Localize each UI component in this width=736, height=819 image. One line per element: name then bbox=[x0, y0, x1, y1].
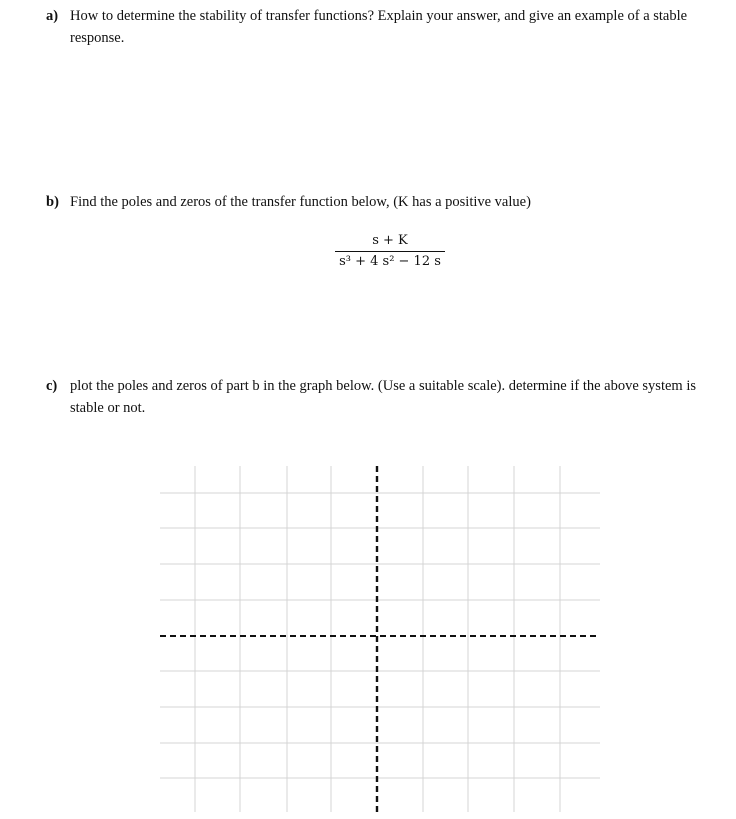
question-c-label: c) bbox=[46, 378, 58, 394]
transfer-function-numerator: s + K bbox=[372, 233, 408, 248]
question-a-text: How to determine the stability of transfer functions? Explain your answer, and give an example of a stable response. bbox=[70, 8, 688, 46]
transfer-function-denominator: s³ + 4 s² − 12 s bbox=[339, 254, 441, 269]
question-c-text: plot the poles and zeros of part b in the graph below. (Use a suitable scale). determine if the above system is stable or not. bbox=[70, 378, 696, 416]
question-b-text: Find the poles and zeros of the transfer function below, (K has a positive value) bbox=[70, 194, 531, 210]
question-a-label: a) bbox=[46, 8, 59, 24]
question-b-label: b) bbox=[46, 194, 59, 210]
